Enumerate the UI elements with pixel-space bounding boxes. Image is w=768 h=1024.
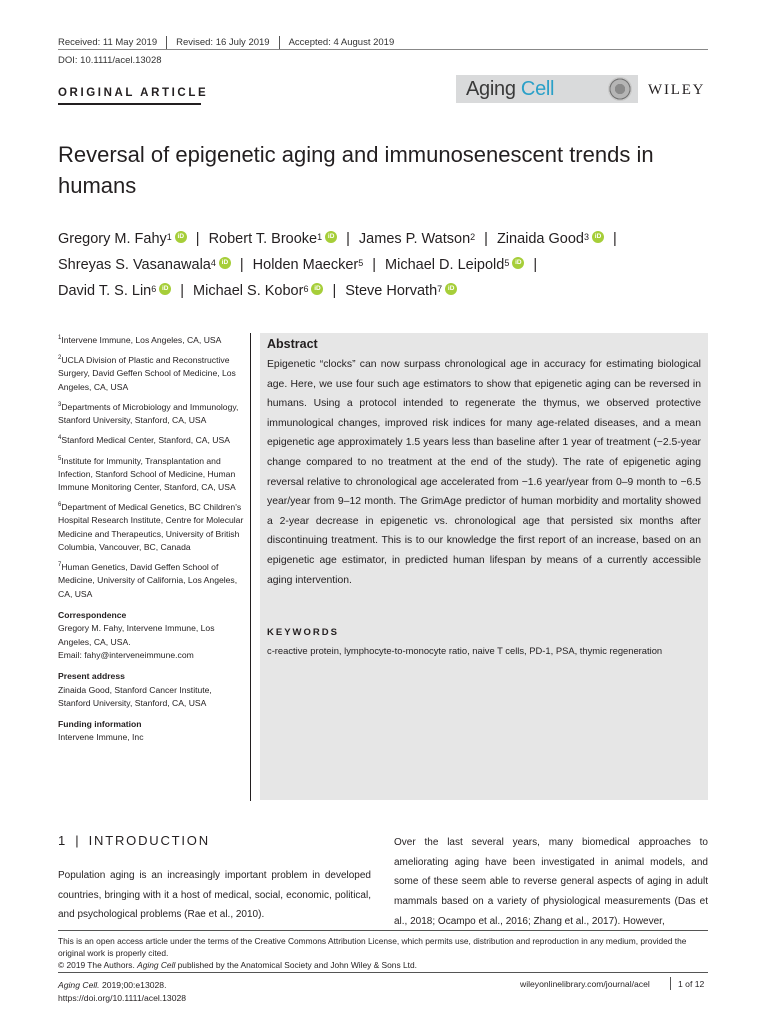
orcid-icon[interactable]: iD: [175, 231, 187, 243]
footer-rule: [58, 972, 708, 973]
funding-heading: Funding information: [58, 719, 142, 730]
footer-rule: [58, 930, 708, 931]
abstract-text: Epigenetic “clocks” can now surpass chronological age in accuracy for estimating biological age. Here, we use four such age estimators to show that epigenetic aging can be reversed in humans. Using a protocol intended to regenerate the thymus, we observed protective immunological changes, improved risk indices for many age‑related diseases, and a mean epigenetic age approximately 1.5 years less than baseline after 1 year of treatment (−2.5‑year change compared to no treatment at the end of the study). The rate of epigenetic aging reversal relative to chronological age accelerated from −1.6 year/year from 0–9 month to −6.5 year/year from 9–12 month. The GrimAge predictor of human morbidity and mortality showed a 2‑year decrease in epigenetic vs. chronological age that persisted six months after discontinuing treatment. This is to our knowledge the first report of an increase, based on an epigenetic age estimator, in predicted human lifespan by means of a currently accessible aging intervention.: [267, 359, 701, 586]
license-notice: [58, 935, 708, 971]
header-rule: [58, 49, 708, 50]
article-type-underline: [58, 103, 201, 105]
intro-paragraph-left: Population aging is an increasingly important problem in developed countries, bringing with it a host of medical, social, economic, political, and psychological problems (Rae et al., 2010).: [58, 870, 371, 921]
author-separator: |: [613, 231, 617, 247]
journal-name: Aging Cell: [466, 78, 555, 100]
citation-journal: Aging Cell.: [58, 980, 100, 990]
author-name[interactable]: David T. S. Lin$^6$ iD: [58, 283, 171, 299]
affiliation-item: $^7$Human Genetics, David Geffen School of Medicine, University of California, Los Angeles, CA, USA: [58, 562, 238, 599]
divider: [279, 36, 280, 50]
affiliation-marker: 3: [584, 232, 590, 242]
author-name[interactable]: Gregory M. Fahy$^1$ iD: [58, 231, 187, 247]
keywords-heading: KEYWORDS: [267, 627, 339, 638]
divider: [166, 36, 167, 50]
affiliation-marker: 4: [210, 258, 216, 268]
orcid-icon[interactable]: iD: [592, 231, 604, 243]
present-address-heading: Present address: [58, 671, 125, 682]
license-text: This is an open access article under the terms of the Creative Commons Attribution License, which permits use, distribution and reproduction in any medium, provided the original work is properly cited.: [58, 936, 687, 958]
affiliation-item: $^5$Institute for Immunity, Transplantation and Infection, Stanford School of Medicine, Human Immune Monitoring Center, Stanford, CA, USA: [58, 455, 236, 492]
doi-link[interactable]: https://doi.org/10.1111/acel.13028: [58, 992, 187, 1003]
affiliation-marker: 6: [303, 284, 309, 294]
author-separator: |: [195, 231, 200, 247]
affiliations-column: [58, 332, 244, 753]
author-separator: |: [239, 257, 244, 273]
received-date: Received: 11 May 2019: [58, 37, 158, 48]
abstract-box: [260, 333, 708, 800]
author-separator: |: [372, 257, 377, 273]
abstract-heading: Abstract: [267, 337, 318, 351]
citation-info: [58, 979, 186, 1004]
affiliation-list: [58, 332, 244, 601]
affiliation-marker: 7: [437, 284, 443, 294]
intro-paragraph-right: Over the last several years, many biomedical approaches to ameliorating aging have been investigated in animal models, and some of these seem able to reverse general aspects of aging in adult mammals based on a variety of physiological measurements (Das et al., 2018; Ocampo et al., 2016; Zhang et al., 2017). However,: [394, 837, 708, 927]
article-title: Reversal of epigenetic aging and immunosenescent trends in humans: [58, 142, 654, 198]
society-seal-icon: [608, 77, 632, 101]
author-name[interactable]: Michael D. Leipold$^5$ iD: [385, 257, 524, 273]
column-divider: [250, 333, 251, 801]
page-number: 1 of 12: [678, 979, 705, 989]
author-name[interactable]: Holden Maecker$^5$: [252, 257, 364, 273]
author-name[interactable]: James P. Watson$^2$: [358, 231, 476, 247]
publisher-logo[interactable]: WILEY: [648, 82, 706, 98]
doi[interactable]: DOI: 10.1111/acel.13028: [58, 55, 162, 66]
affiliation-item: $^6$Department of Medical Genetics, BC Children's Hospital Research Institute, Centre for Molecular Medicine and Therapeutics, University of British Columbia, Vancouver, BC, Canada: [58, 502, 244, 553]
accepted-date: Accepted: 4 August 2019: [288, 37, 395, 48]
affiliation-marker: 1: [166, 232, 172, 242]
affiliation-item: $^1$Intervene Immune, Los Angeles, CA, USA: [58, 334, 222, 345]
correspondence-text: Gregory M. Fahy, Intervene Immune, Los Angeles, CA, USA.: [58, 623, 215, 647]
present-address-block: [58, 670, 244, 710]
revised-date: Revised: 16 July 2019: [176, 37, 270, 48]
affiliation-item: $^2$UCLA Division of Plastic and Reconstructive Surgery, David Geffen School of Medicine, Los Angeles, CA, USA: [58, 355, 236, 392]
author-separator: |: [346, 231, 350, 247]
orcid-icon[interactable]: iD: [512, 257, 524, 269]
author-name[interactable]: Steve Horvath$^7$ iD: [345, 283, 457, 299]
divider: |: [75, 833, 79, 848]
correspondence-heading: Correspondence: [58, 610, 127, 621]
funding-text: Intervene Immune, Inc: [58, 732, 144, 743]
affiliation-item: $^4$Stanford Medical Center, Stanford, CA, USA: [58, 435, 230, 446]
author-separator: |: [332, 283, 337, 299]
affiliation-marker: 5: [504, 258, 510, 268]
author-name[interactable]: Robert T. Brooke$^1$ iD: [209, 231, 338, 247]
author-separator: |: [484, 231, 488, 247]
author-name[interactable]: Shreyas S. Vasanawala$^4$ iD: [58, 257, 231, 273]
orcid-icon[interactable]: iD: [445, 283, 457, 295]
orcid-icon[interactable]: iD: [159, 283, 171, 295]
funding-block: [58, 718, 244, 745]
author-separator: |: [180, 283, 185, 299]
correspondence-email[interactable]: Email: fahy@interveneimmune.com: [58, 649, 194, 660]
present-address-text: Zinaida Good, Stanford Cancer Institute, Stanford University, Stanford, CA, USA: [58, 684, 212, 708]
affiliation-marker: 1: [317, 232, 323, 242]
author-separator: |: [533, 257, 538, 273]
affiliation-marker: 6: [151, 284, 157, 294]
journal-url[interactable]: wileyonlinelibrary.com/journal/acel: [520, 979, 650, 989]
affiliation-marker: 5: [358, 258, 364, 268]
author-name[interactable]: Zinaida Good$^3$ iD: [497, 231, 604, 247]
section-title: INTRODUCTION: [88, 833, 210, 848]
orcid-icon[interactable]: iD: [311, 283, 323, 295]
orcid-icon[interactable]: iD: [325, 231, 337, 243]
orcid-icon[interactable]: iD: [219, 257, 231, 269]
author-name[interactable]: Michael S. Kobor$^6$ iD: [193, 283, 323, 299]
section-number: 1: [58, 833, 66, 848]
keywords-text: c‑reactive protein, lymphocyte‑to‑monocyte ratio, naive T cells, PD‑1, PSA, thymic regeneration: [267, 645, 663, 656]
affiliation-marker: 2: [470, 232, 476, 242]
author-list: [58, 226, 718, 304]
citation-details: 2019;00:e13028.: [101, 980, 167, 990]
article-type: ORIGINAL ARTICLE: [58, 87, 209, 99]
copyright-text: © 2019 The Authors. Aging Cell published by the Anatomical Society and John Wiley & Sons Ltd.: [58, 960, 417, 970]
article-dates: [58, 36, 394, 49]
journal-logo[interactable]: [456, 75, 638, 103]
section-heading-introduction: [58, 833, 210, 848]
correspondence-block: [58, 609, 244, 662]
divider: [670, 977, 671, 990]
affiliation-item: $^3$Departments of Microbiology and Immunology, Stanford University, Stanford, CA, USA: [58, 401, 239, 426]
